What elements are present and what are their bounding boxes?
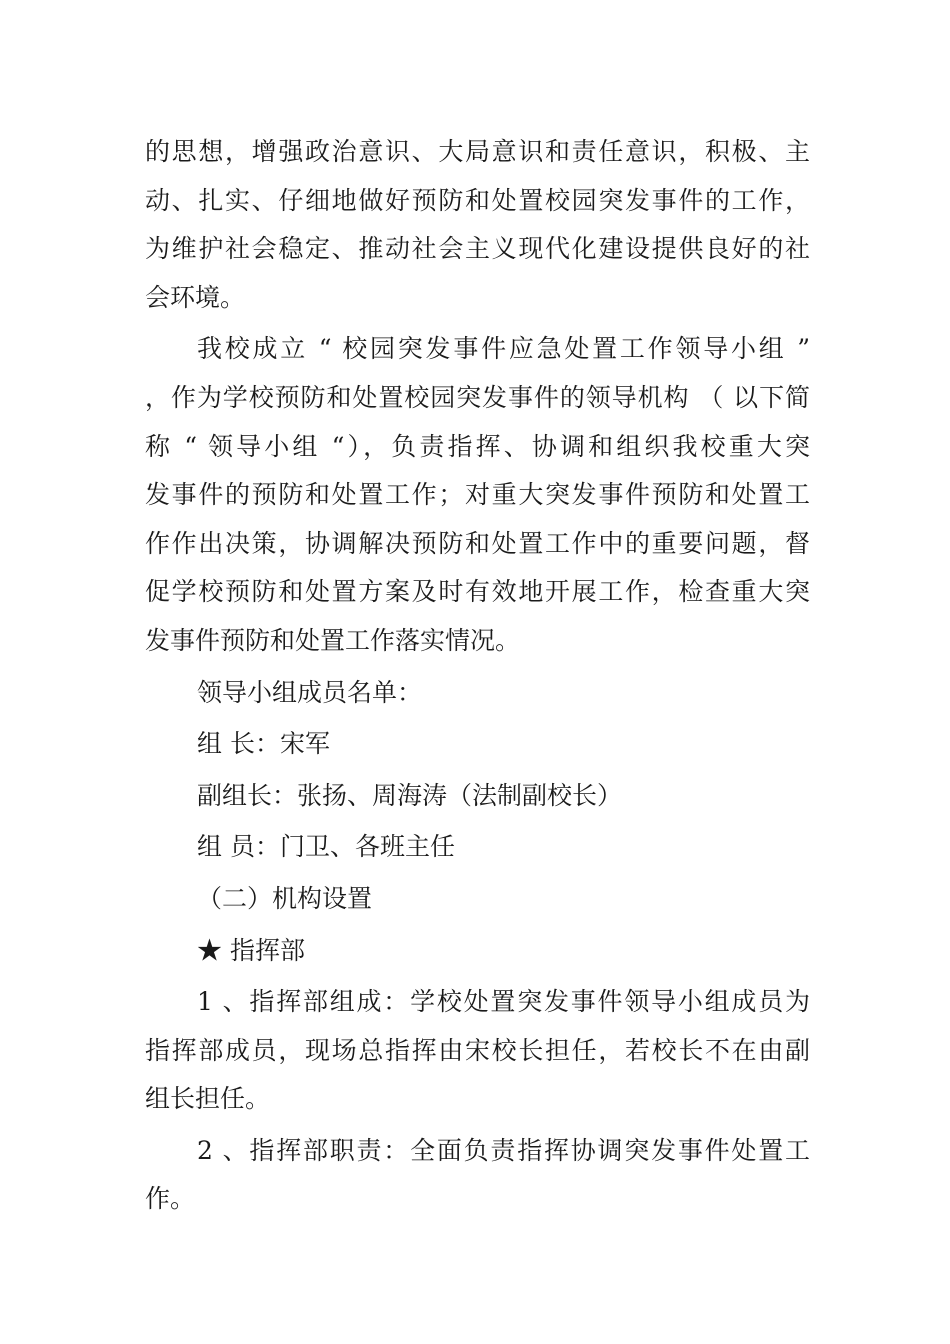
text-line: 为维护社会稳定、推动社会主义现代化建设提供良好的社	[145, 234, 810, 264]
text-line: 作作出决策，协调解决预防和处置工作中的重要问题，督	[145, 528, 810, 558]
text-line: 我校成立 “ 校园突发事件应急处置工作领导小组 ”	[197, 334, 810, 364]
text-line: 促学校预防和处置方案及时有效地开展工作，检查重大突	[145, 577, 810, 607]
text-line: 2 、指挥部职责：全面负责指挥协调突发事件处置工	[197, 1135, 810, 1165]
text-line: （二）机构设置	[197, 883, 373, 913]
section-heading-organization	[145, 875, 810, 924]
paragraph-command-duties	[145, 1127, 810, 1224]
text-line: 作。	[145, 1184, 196, 1214]
text-line: 组 长：宋军	[197, 729, 330, 759]
paragraph-intro-continued	[145, 128, 810, 322]
text-line: 副组长：张扬、周海涛（法制副校长）	[197, 780, 623, 810]
group-members-line	[145, 823, 810, 872]
text-line: 发事件的预防和处置工作；对重大突发事件预防和处置工	[145, 480, 810, 510]
member-list-heading	[145, 669, 810, 718]
text-line: 的思想，增强政治意识、大局意识和责任意识，积极、主	[145, 137, 810, 166]
text-line: 组长担任。	[145, 1084, 271, 1114]
subsection-heading-command	[145, 927, 810, 976]
text-line: ★ 指挥部	[197, 935, 305, 965]
paragraph-leadership-group	[145, 325, 810, 665]
text-line: 会环境。	[145, 282, 246, 312]
group-leader-line	[145, 720, 810, 769]
paragraph-command-composition	[145, 978, 810, 1124]
text-line: 动、扎实、仔细地做好预防和处置校园突发事件的工作，	[145, 185, 810, 215]
text-line: ，作为学校预防和处置校园突发事件的领导机构 （ 以下简	[145, 382, 810, 412]
document-body	[145, 128, 810, 1224]
text-line: 指挥部成员，现场总指挥由宋校长担任，若校长不在由副	[145, 1035, 810, 1065]
text-line: 发事件预防和处置工作落实情况。	[145, 625, 521, 655]
text-line: 称 “ 领导小组 “），负责指挥、协调和组织我校重大突	[145, 431, 810, 461]
text-line: 1 、指挥部组成：学校处置突发事件领导小组成员为	[197, 987, 810, 1017]
text-line: 组 员：门卫、各班主任	[197, 832, 455, 862]
text-line: 领导小组成员名单：	[197, 677, 423, 707]
deputy-leader-line	[145, 772, 810, 821]
